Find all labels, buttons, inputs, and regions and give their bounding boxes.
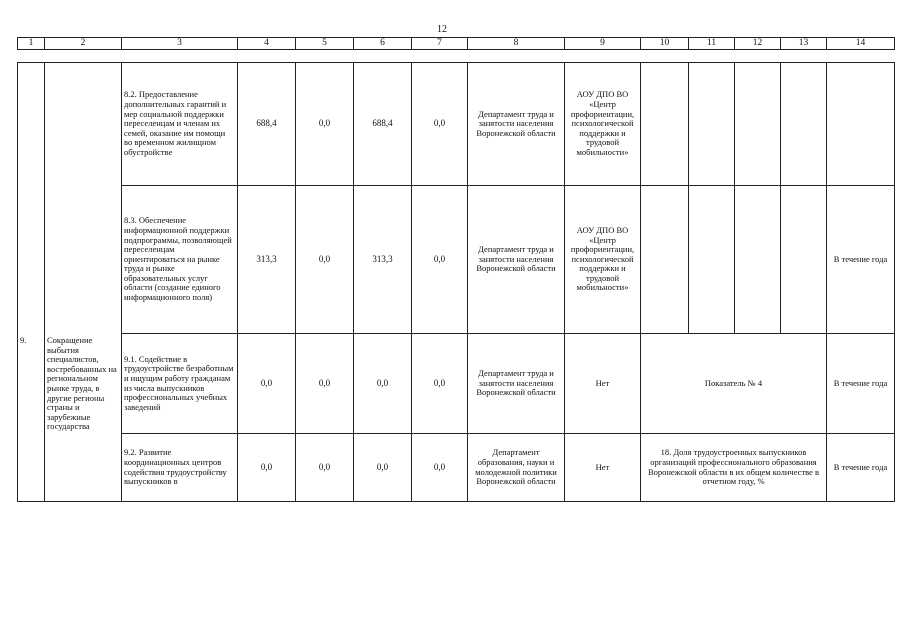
value-cell: 0,0 [412,186,468,334]
deadline-cell: В течение года [827,334,895,434]
participant-cell: Нет [565,334,641,434]
measure-cell: 9.2. Развитие координационных центров содействия трудоустройству выпускников в [122,434,238,502]
col-num-7: 7 [412,38,468,50]
empty-cell [689,63,735,186]
row-index: 9. [18,63,45,502]
col-num-13: 13 [781,38,827,50]
executor-cell: Департамент труда и занятости населения Воронежской области [468,63,565,186]
col-num-11: 11 [689,38,735,50]
participant-cell: Нет [565,434,641,502]
column-number-header [17,37,895,50]
table-row [18,434,895,502]
executor-cell: Департамент образования, науки и молодежной политики Воронежской области [468,434,565,502]
value-cell: 0,0 [238,334,296,434]
deadline-cell: В течение года [827,186,895,334]
value-cell: 313,3 [238,186,296,334]
deadline-cell: В течение года [827,434,895,502]
col-num-5: 5 [296,38,354,50]
table-row [18,334,895,434]
deadline-cell [827,63,895,186]
empty-cell [781,63,827,186]
col-num-12: 12 [735,38,781,50]
empty-cell [641,63,689,186]
program-measures-table [17,62,895,502]
col-num-14: 14 [827,38,895,50]
empty-cell [735,186,781,334]
table-row [18,63,895,186]
col-num-1: 1 [18,38,45,50]
empty-cell [641,186,689,334]
value-cell: 0,0 [354,434,412,502]
measure-cell: 8.2. Предоставление дополнительных гарантий и мер социальной поддержки переселенцам и членам их семей, оказание им помощи во временном жилищном обустройстве [122,63,238,186]
measure-cell: 9.1. Содействие в трудоустройстве безработным и ищущим работу гражданам из числа выпускников профессиональных учебных заведений [122,334,238,434]
empty-cell [689,186,735,334]
value-cell: 0,0 [296,63,354,186]
col-num-6: 6 [354,38,412,50]
empty-cell [735,63,781,186]
page-number: 12 [437,24,447,35]
executor-cell: Департамент труда и занятости населения Воронежской области [468,334,565,434]
col-num-10: 10 [641,38,689,50]
participant-cell: АОУ ДПО ВО «Центр профориентации, психологической поддержки и трудовой мобильности» [565,186,641,334]
col-num-2: 2 [45,38,122,50]
col-num-9: 9 [565,38,641,50]
indicator-cell: Показатель № 4 [641,334,827,434]
table-row [18,186,895,334]
value-cell: 688,4 [238,63,296,186]
value-cell: 688,4 [354,63,412,186]
value-cell: 0,0 [296,434,354,502]
row-goal: Сокращение выбытия специалистов, востребованных на региональном рынке труда, в другие регионы страны и зарубежные государства [45,63,122,502]
col-num-4: 4 [238,38,296,50]
indicator-cell: 18. Доля трудоустроенных выпускников организаций профессионального образования Воронежской области в их общем количестве в отчетном году, % [641,434,827,502]
participant-cell: АОУ ДПО ВО «Центр профориентации, психологической поддержки и трудовой мобильности» [565,63,641,186]
executor-cell: Департамент труда и занятости населения Воронежской области [468,186,565,334]
col-num-8: 8 [468,38,565,50]
value-cell: 0,0 [412,434,468,502]
value-cell: 0,0 [354,334,412,434]
value-cell: 0,0 [296,186,354,334]
value-cell: 0,0 [238,434,296,502]
value-cell: 0,0 [296,334,354,434]
col-num-3: 3 [122,38,238,50]
value-cell: 0,0 [412,334,468,434]
value-cell: 313,3 [354,186,412,334]
measure-cell: 8.3. Обеспечение информационной поддержки подпрограммы, позволяющей переселенцам ориентироваться на рынке труда и рынке образовательных услуг области (создание единого информационного поля) [122,186,238,334]
value-cell: 0,0 [412,63,468,186]
empty-cell [781,186,827,334]
